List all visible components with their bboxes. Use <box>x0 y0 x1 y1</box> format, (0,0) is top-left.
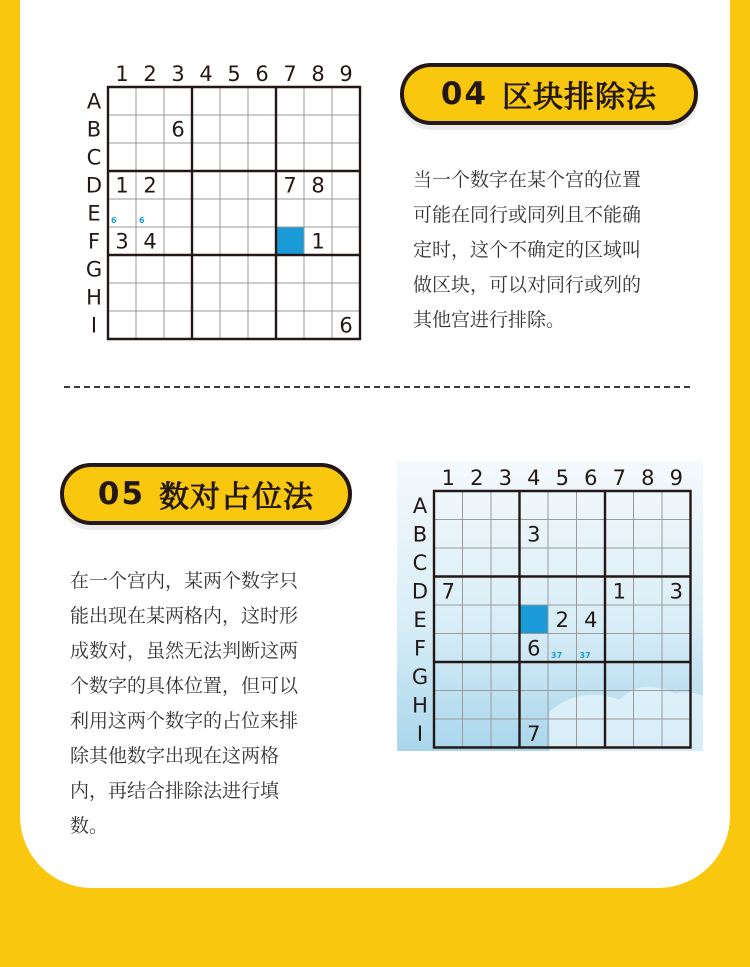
given-digit: 4 <box>143 229 157 254</box>
section-divider <box>64 386 690 388</box>
section-04-line: 做区块，可以对同行或列的 <box>413 274 642 296</box>
highlighted-cell <box>520 606 548 634</box>
sudoku-grid-pair-placeholder <box>397 461 703 755</box>
given-digit: 7 <box>441 579 455 604</box>
highlighted-cell <box>277 228 304 255</box>
section-05-line: 数。 <box>70 815 109 837</box>
row-label: C <box>412 550 428 575</box>
row-label: F <box>87 229 101 254</box>
section-05-number: 05 <box>97 476 146 512</box>
section-05-header <box>60 463 352 525</box>
column-label: 4 <box>199 62 213 86</box>
row-label: D <box>85 173 103 198</box>
section-05-description <box>70 564 298 844</box>
column-label: 5 <box>555 466 569 490</box>
column-label: 9 <box>669 466 683 490</box>
given-digit: 7 <box>527 721 541 746</box>
section-04-description <box>413 163 641 338</box>
given-digit: 4 <box>584 607 598 632</box>
column-label: 8 <box>311 62 325 86</box>
column-label: 2 <box>470 466 484 490</box>
section-05-line: 利用这两个数字的占位来排 <box>70 710 299 732</box>
row-label: I <box>90 313 98 338</box>
candidate-note: 6 <box>139 216 145 225</box>
row-label: H <box>86 285 102 310</box>
row-label: F <box>413 636 427 661</box>
column-label: 2 <box>143 62 157 86</box>
candidate-note: 6 <box>111 216 117 225</box>
given-digit: 1 <box>115 173 129 198</box>
column-label: 3 <box>498 466 512 490</box>
column-label: 4 <box>527 466 541 490</box>
given-digit: 6 <box>527 636 541 661</box>
given-digit: 3 <box>115 229 129 254</box>
candidate-note: 37 <box>579 651 591 660</box>
column-label: 1 <box>115 62 129 86</box>
section-04-line: 定时，这个不确定的区域叫 <box>413 239 642 261</box>
column-label: 9 <box>339 62 353 86</box>
row-label: I <box>416 721 424 746</box>
row-label: E <box>87 201 101 226</box>
column-label: 8 <box>641 466 655 490</box>
given-digit: 6 <box>339 313 353 338</box>
row-label: B <box>412 522 428 547</box>
column-label: 1 <box>441 466 455 490</box>
given-digit: 7 <box>283 173 297 198</box>
section-05-line: 在一个宫内，某两个数字只 <box>70 570 299 592</box>
section-05-line: 成数对，虽然无法判断这两 <box>70 640 299 662</box>
row-label: B <box>86 117 102 142</box>
given-digit: 3 <box>669 579 683 604</box>
section-04-line: 可能在同行或同列且不能确 <box>413 204 642 226</box>
sudoku-grid-1-svg <box>60 58 370 348</box>
given-digit: 1 <box>311 229 325 254</box>
row-label: C <box>86 145 102 170</box>
section-05-line: 个数字的具体位置，但可以 <box>70 675 299 697</box>
given-digit: 2 <box>555 607 569 632</box>
row-label: A <box>412 493 428 518</box>
column-label: 5 <box>227 62 241 86</box>
row-label: A <box>86 89 102 114</box>
section-05-line: 除其他数字出现在这两格 <box>70 745 280 767</box>
column-label: 3 <box>171 62 185 86</box>
row-label: G <box>411 664 429 689</box>
column-label: 6 <box>584 466 598 490</box>
section-04-title: 区块排除法 <box>502 80 658 115</box>
candidate-note: 37 <box>551 651 563 660</box>
section-04-header <box>400 63 698 125</box>
column-label: 7 <box>612 466 626 490</box>
row-label: D <box>411 579 429 604</box>
column-label: 7 <box>283 62 297 86</box>
row-label: G <box>85 257 103 282</box>
section-05-line: 内，再结合排除法进行填 <box>70 780 280 802</box>
content-card <box>20 0 730 888</box>
section-04-line: 其他宫进行排除。 <box>413 309 566 331</box>
row-label: H <box>412 693 428 718</box>
given-digit: 8 <box>311 173 325 198</box>
row-label: E <box>413 607 427 632</box>
given-digit: 1 <box>612 579 626 604</box>
section-05-line: 能出现在某两格内，这时形 <box>70 605 299 627</box>
given-digit: 3 <box>527 522 541 547</box>
given-digit: 6 <box>171 117 185 142</box>
section-04-number: 04 <box>440 76 489 112</box>
given-digit: 2 <box>143 173 157 198</box>
sudoku-grid-2-svg <box>397 461 703 751</box>
section-04-line: 当一个数字在某个宫的位置 <box>413 169 642 191</box>
column-label: 6 <box>255 62 269 86</box>
section-05-title: 数对占位法 <box>159 480 315 515</box>
sudoku-grid-block-elimination <box>60 58 370 352</box>
